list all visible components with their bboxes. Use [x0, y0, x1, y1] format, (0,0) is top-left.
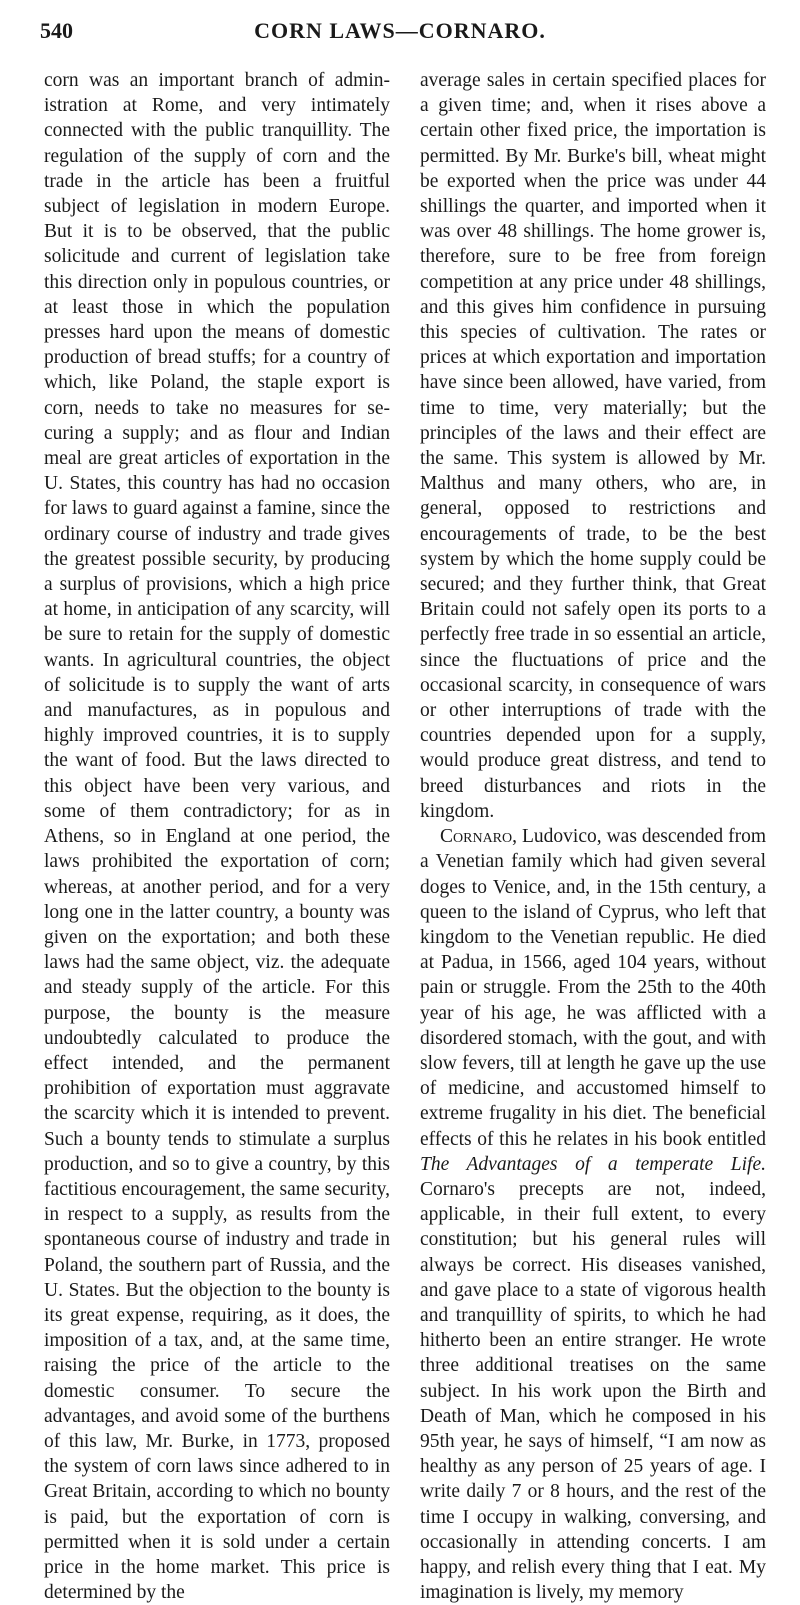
right-column	[420, 68, 766, 1605]
page-header	[40, 18, 760, 52]
cornaro-entry-intro: , Ludovico, was descended from a Venetian family which had given several doges to Venice, and, in the 15th century, a queen to the island of Cyprus, who left that kingdom to the Venetian republic. He died at Padua, in 1566, aged 104 years, without pain or struggle. From the 25th to the 40th year of his age, he was afflicted with a disordered stomach, with the gout, and with slow fevers, till at length he gave up the use of medicine, and accustomed himself to extreme frugality in his diet. The beneficial effects of this he relates in his book entitled	[420, 826, 766, 1150]
cornaro-entry-rest: Cornaro's precepts are not, indeed, applicable, in their full extent, to every constitution; but his general rules will always be correct. His diseases vanished, and gave place to a state of vigorous health and tranquillity of spirits, to which he had hitherto been an entire stranger. He wrote three additional treatises on the same subject. In his work upon the Birth and Death of Man, which he composed in his 95th year, he says of himself, “I am now as healthy as any person of 25 years of age. I write daily 7 or 8 hours, and the rest of the time I occupy in walking, conversing, and occasionally in attending concerts. I am happy, and relish every thing that I eat. My imagination is lively, my memory	[420, 1178, 766, 1604]
text-columns	[44, 68, 766, 1605]
corn-laws-paragraph: corn was an important branch of administration at Rome, and very intimately connected with the public tranquillity. The regulation of the supply of corn and the trade in the article has been a fruitful subject of legislation in modern Europe. But it is to be observed, that the public solicitude and current of legislation take this direction only in populous countries, or at least those in which the population presses hard upon the means of domestic production of bread stuffs; for a country of which, like Poland, the staple export is corn, needs to take no measures for securing a supply; and as flour and Indian meal are great articles of exportation in the U. States, this country has had no occasion for laws to guard against a famine, since the ordinary course of industry and trade gives the greatest possible security, by producing a surplus of provisions, which a high price at home, in anticipation of any scarcity, will be sure to retain for the supply of domestic wants. In agricultural countries, the object of solicitude is to supply the want of arts and manufactures, as in populous and highly improved countries, it is to supply the want of food. But the laws directed to this object have been very various, and some of them contradictory; for as in Athens, so in England at one period, the laws prohibited the exportation of corn; whereas, at another period, and for a very long one in the latter country, a bounty was given on the exportation; and both these laws had the same object, viz. the adequate and steady supply of the article. For this purpose, the bounty is the measure undoubtedly calculated to produce the effect intended, and the permanent prohibition of exportation must aggravate the scarcity which it is intended to prevent. Such a bounty tends to stimulate a surplus production, and so to give a country, by this factitious encouragement, the same security, in respect to a supply, as results from the spontaneous course of industry and trade in Poland, the southern part of Russia, and the U. States. But the objection to the bounty is its great expense, requiring, as it does, the imposition of a tax, and, at the same time, raising the price of the article to the domestic consumer. To secure the advantages, and avoid some of the burthens of this law, Mr. Burke, in 1773, proposed the system of corn laws since adhered to in Great Britain, according to which no bounty is paid, but the exportation of corn is permitted when it is sold under a certain price in the home market. This price is determined by the	[44, 70, 390, 1604]
running-head: CORN LAWS—CORNARO.	[254, 18, 546, 43]
page-number: 540	[40, 18, 73, 43]
left-column	[44, 68, 390, 1605]
corn-laws-continuation-paragraph: average sales in certain specified places for a given time; and, when it rises above a certain other fixed price, the importation is permitted. By Mr. Burke's bill, wheat might be exported when the price was under 44 shillings the quarter, and imported when it was over 48 shillings. The home grower is, therefore, sure to be free from foreign competition at any price under 48 shillings, and this gives him confidence in pursuing this species of cultivation. The rates or prices at which exportation and importation have since been allowed, have varied, from time to time, very materially; but the principles of the laws and their effect are the same. This system is allowed by Mr. Malthus and many others, who are, in general, opposed to restrictions and encouragements of trade, to be the best system by which the home supply could be secured; and they further think, that Great Britain could not safely open its ports to a perfectly free trade in so essential an article, since the fluctuations of price and the occasional scarcity, in consequence of wars or other interruptions of trade with the countries depended upon for a supply, would produce great distress, and tend to breed disturbances and riots in the kingdom.	[420, 70, 766, 822]
cornaro-book-title: The Advantages of a temperate Life.	[420, 1153, 766, 1175]
cornaro-entry-paragraph	[420, 824, 766, 1605]
cornaro-entry-heading: Cornaro	[440, 826, 513, 848]
